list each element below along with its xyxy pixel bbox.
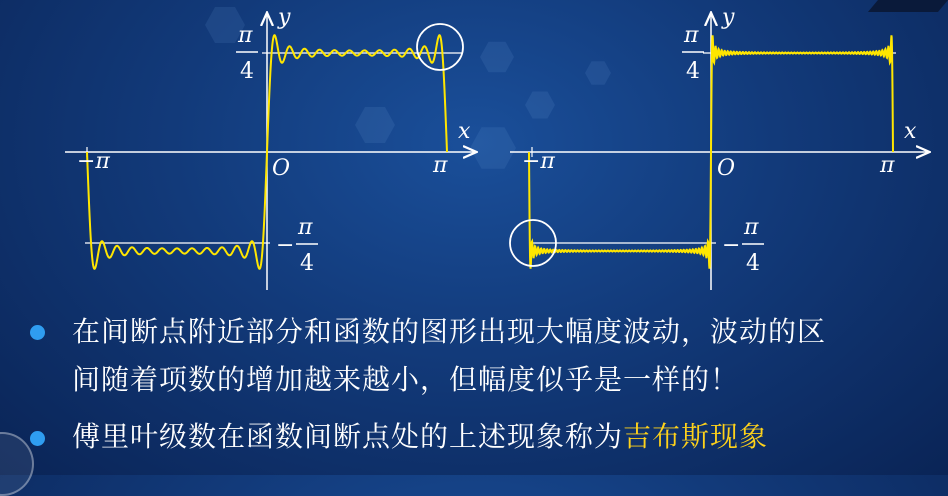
left-gibbs-plot: [0, 0, 480, 300]
bullet-dot: [30, 325, 45, 340]
right-gibbs-plot: [488, 0, 948, 300]
pi-over-4-numerator: π: [684, 23, 699, 48]
gibbs-phenomenon-term: 吉布斯现象: [623, 420, 769, 453]
university-logo: [0, 432, 34, 496]
minus-sign: −: [722, 233, 741, 258]
x-axis-label: x: [458, 119, 471, 144]
pi-label: π: [880, 153, 895, 178]
pi-over-4-denominator: 4: [240, 59, 254, 84]
bullet-1-line-2: 间随着项数的增加越来越小，但幅度似乎是一样的！: [72, 363, 740, 396]
neg-pi-label: −π: [522, 149, 555, 174]
origin-label: O: [272, 156, 291, 181]
minus-sign: −: [276, 233, 295, 258]
bullet-dot: [30, 431, 45, 446]
y-axis-label: y: [722, 5, 735, 30]
neg-pi-over-4-numerator: π: [744, 215, 759, 240]
origin-label: O: [717, 156, 736, 181]
bullet-2-text: 傅里叶级数在函数间断点处的上述现象称为: [72, 420, 624, 453]
neg-pi-over-4-denominator: 4: [300, 251, 314, 276]
pi-label: π: [433, 153, 448, 178]
neg-pi-label: −π: [77, 149, 110, 174]
y-axis-label: y: [278, 5, 291, 30]
pi-over-4-numerator: π: [238, 23, 253, 48]
x-axis-label: x: [904, 119, 917, 144]
bullet-2-line: [72, 420, 768, 454]
bullet-1-line-1: 在间断点附近部分和函数的图形出现大幅度波动，波动的区: [72, 315, 827, 348]
neg-pi-over-4-numerator: π: [298, 215, 313, 240]
pi-over-4-denominator: 4: [686, 59, 700, 84]
neg-pi-over-4-denominator: 4: [746, 251, 760, 276]
